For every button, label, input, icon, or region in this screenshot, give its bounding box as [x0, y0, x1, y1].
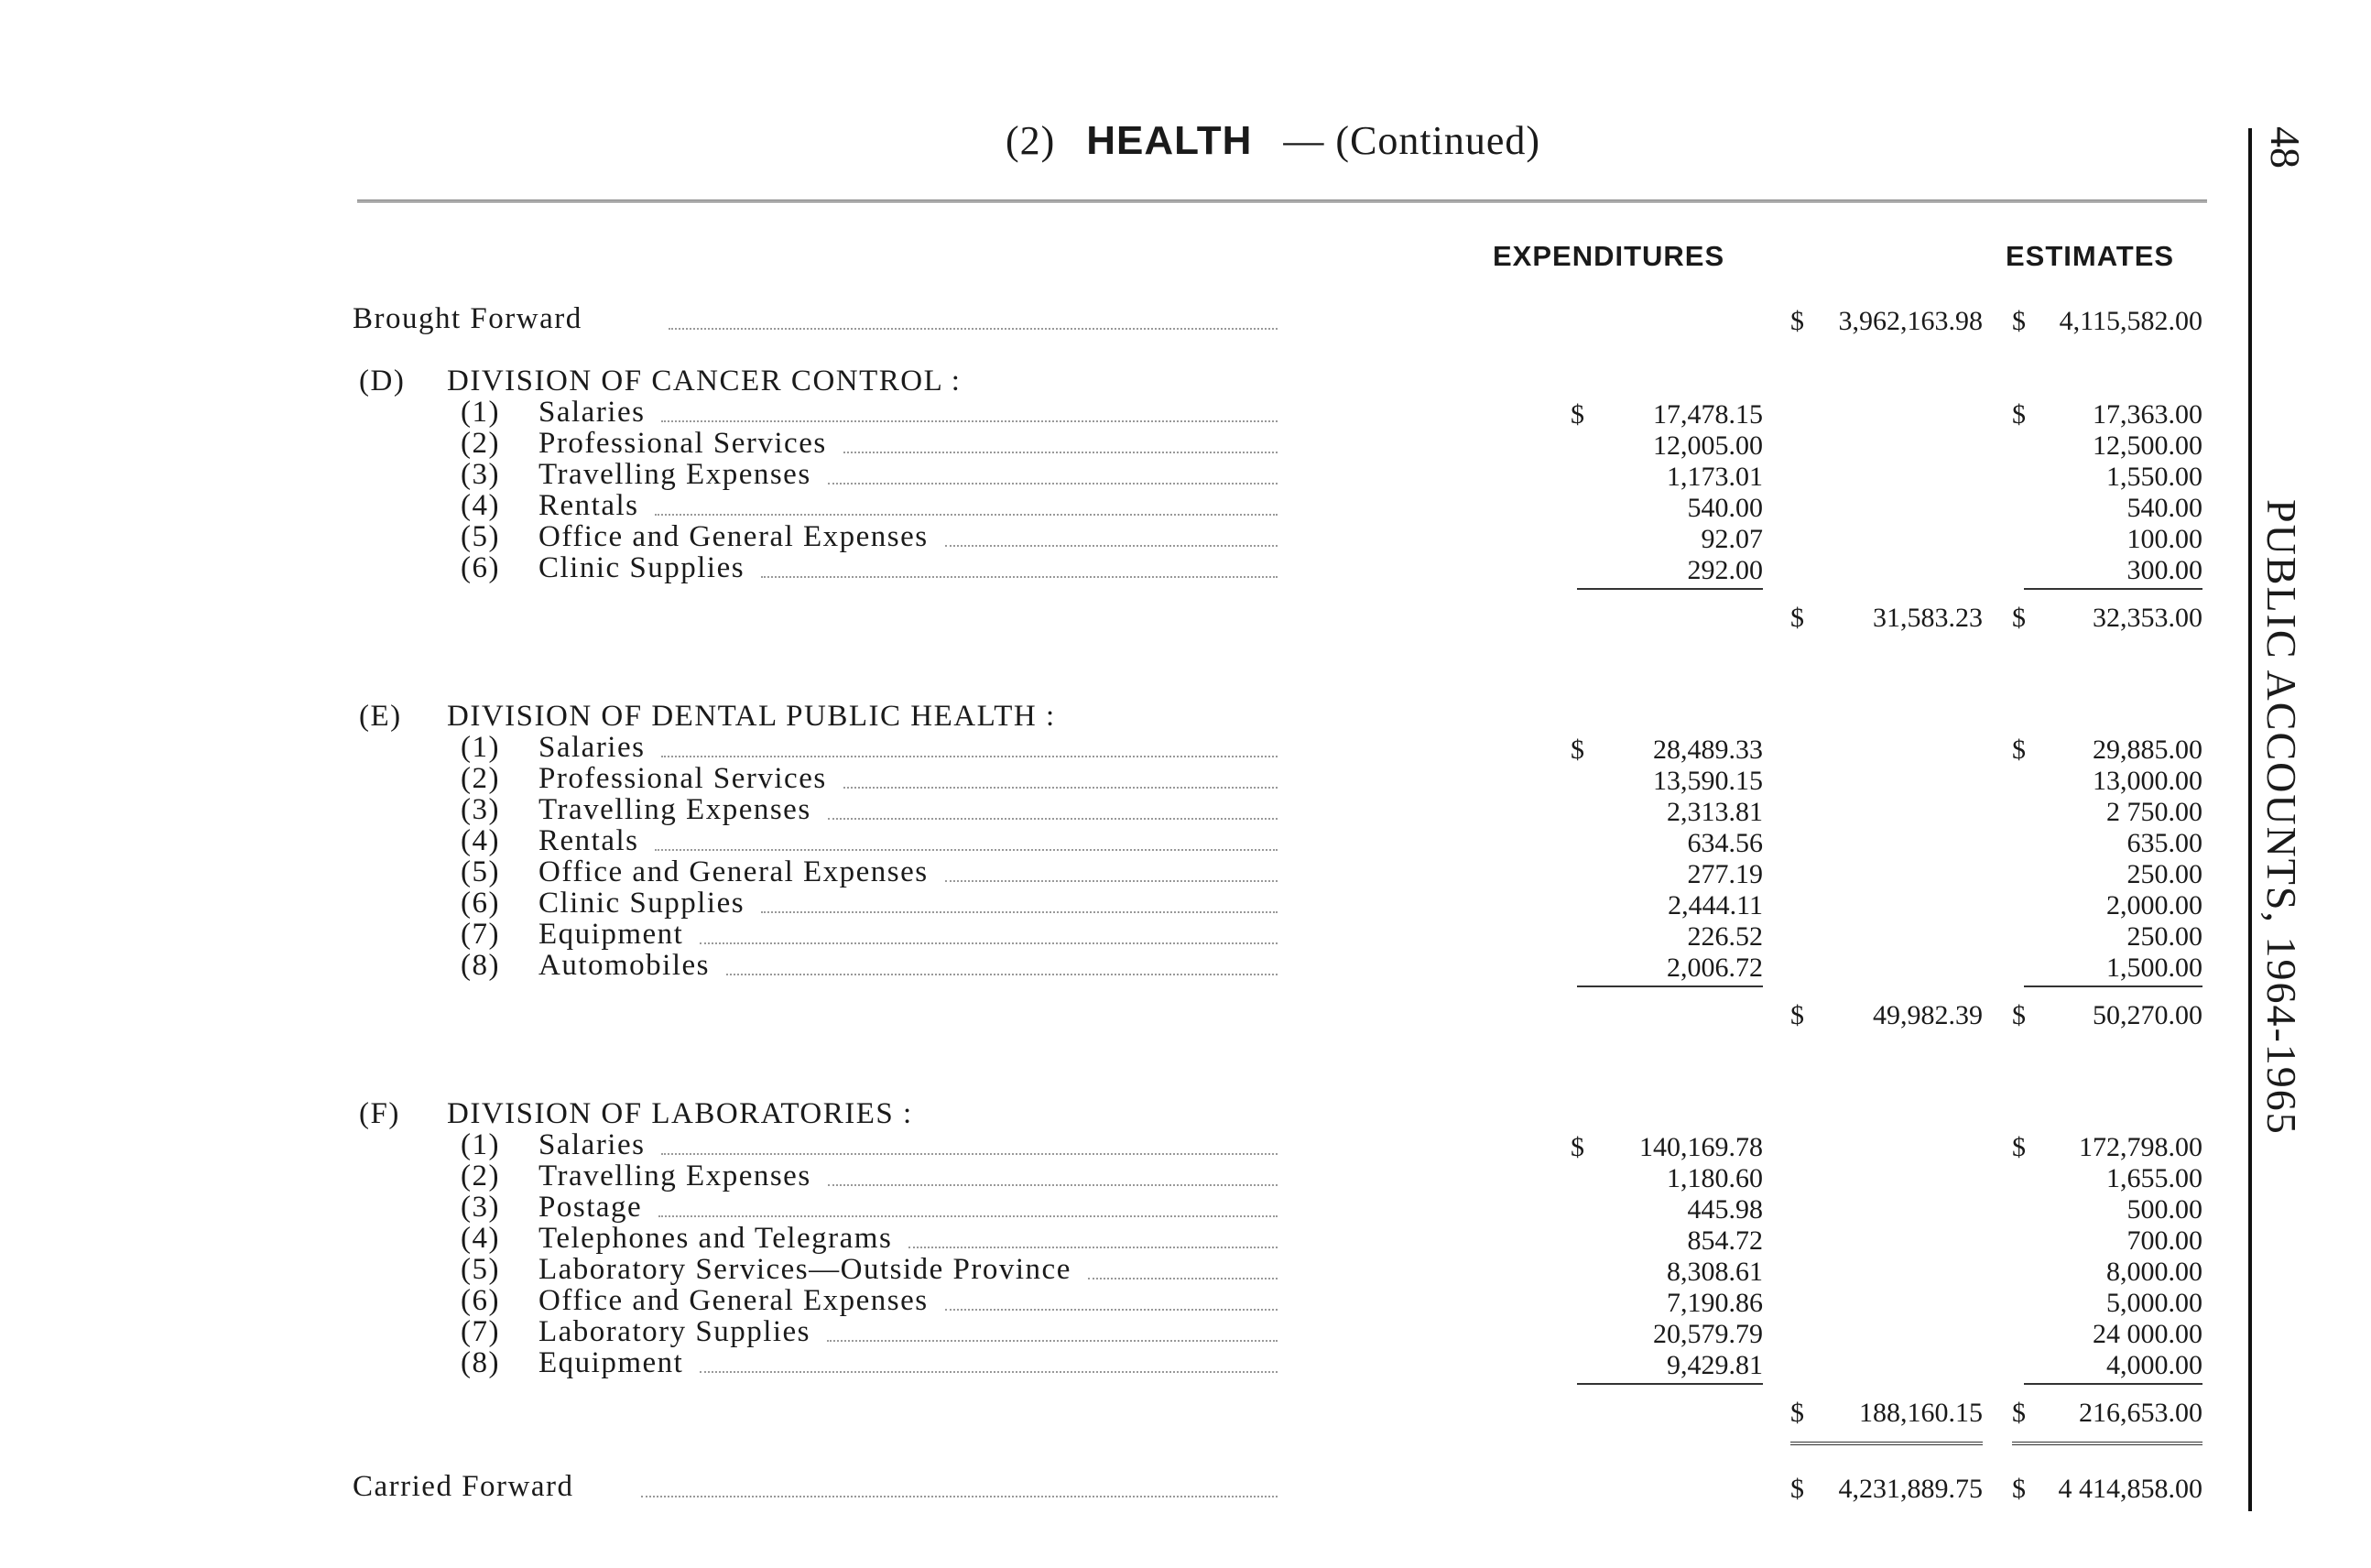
currency-sign: $ — [1571, 735, 1584, 765]
leader-dots — [700, 942, 1278, 944]
line-item-number: (2) — [461, 762, 500, 795]
division-title: DIVISION OF CANCER CONTROL : — [447, 365, 962, 397]
currency-sign: $ — [1790, 1398, 1804, 1428]
line-item-number: (3) — [461, 1191, 500, 1224]
currency-sign: $ — [2012, 1474, 2026, 1504]
expenditure-value: 140,169.78 — [1639, 1132, 1763, 1162]
leader-dots — [761, 911, 1278, 913]
currency-sign: $ — [1790, 1000, 1804, 1030]
leader-dots — [828, 818, 1278, 820]
expenditure-value: 12,005.00 — [1653, 430, 1763, 461]
line-item-label: Professional Services — [538, 762, 827, 795]
estimate-value: 1,655.00 — [2106, 1163, 2202, 1193]
expenditure-value: 17,478.15 — [1653, 399, 1763, 430]
expenditure-value: 277.19 — [1687, 859, 1763, 889]
line-item-number: (5) — [461, 855, 500, 888]
line-item-label: Postage — [538, 1191, 643, 1224]
division-total-estimate: 32,353.00 — [2093, 603, 2202, 633]
line-item-number: (4) — [461, 489, 500, 522]
expenditure-value: 854.72 — [1687, 1225, 1763, 1256]
header-rule — [357, 200, 2207, 202]
line-item-label: Travelling Expenses — [538, 793, 811, 826]
estimate-value: 300.00 — [2126, 555, 2202, 585]
carried-forward-estimates: 4 414,858.00 — [2058, 1474, 2202, 1504]
leader-dots — [658, 1215, 1278, 1217]
line-item-label: Rentals — [538, 824, 639, 857]
line-item-label: Equipment — [538, 1346, 684, 1379]
expenditure-value: 28,489.33 — [1653, 735, 1763, 765]
line-item-number: (7) — [461, 1315, 500, 1348]
line-item-number: (1) — [461, 731, 500, 764]
line-item-label: Travelling Expenses — [538, 1160, 811, 1192]
carried-forward-expenditures: 4,231,889.75 — [1838, 1474, 1983, 1504]
grand-total-rule — [2012, 1442, 2202, 1445]
line-item-number: (5) — [461, 1253, 500, 1286]
expenditure-value: 2,444.11 — [1668, 890, 1763, 920]
line-item-label: Travelling Expenses — [538, 458, 811, 491]
leader-dots — [1088, 1278, 1278, 1279]
line-item-label: Equipment — [538, 918, 684, 951]
expenditure-value: 13,590.15 — [1653, 766, 1763, 796]
expenditure-value: 2,313.81 — [1667, 797, 1763, 827]
expenditure-value: 445.98 — [1687, 1194, 1763, 1225]
subtotal-rule — [1577, 985, 1763, 987]
subtotal-rule — [2024, 1383, 2202, 1385]
leader-dots — [828, 483, 1278, 485]
currency-sign: $ — [1571, 399, 1584, 430]
line-item-label: Clinic Supplies — [538, 551, 745, 584]
currency-sign: $ — [1790, 306, 1804, 336]
expenditure-value: 540.00 — [1687, 493, 1763, 523]
leader-dots — [641, 1496, 1278, 1497]
leader-dots — [661, 420, 1278, 422]
subtotal-rule — [1577, 1383, 1763, 1385]
leader-dots — [945, 545, 1278, 547]
subtotal-rule — [2024, 985, 2202, 987]
line-item-label: Salaries — [538, 1128, 646, 1161]
line-item-number: (8) — [461, 1346, 500, 1379]
line-item-label: Laboratory Services—Outside Province — [538, 1253, 1071, 1286]
brought-forward-estimates: 4,115,582.00 — [2059, 306, 2202, 336]
expenditure-value: 20,579.79 — [1653, 1319, 1763, 1349]
running-title — [2202, 499, 2305, 1136]
expenditure-value: 226.52 — [1687, 921, 1763, 952]
currency-sign: $ — [2012, 1000, 2026, 1030]
estimate-value: 250.00 — [2126, 921, 2202, 952]
line-item-label: Laboratory Supplies — [538, 1315, 811, 1348]
line-item-label: Salaries — [538, 396, 646, 429]
leader-dots — [945, 880, 1278, 882]
line-item-number: (6) — [461, 1284, 500, 1317]
estimate-value: 12,500.00 — [2093, 430, 2202, 461]
currency-sign: $ — [2012, 603, 2026, 633]
currency-sign: $ — [2012, 1132, 2026, 1162]
page-title — [357, 117, 2189, 164]
line-item-number: (1) — [461, 1128, 500, 1161]
line-item-number: (1) — [461, 396, 500, 429]
expenditure-value: 292.00 — [1687, 555, 1763, 585]
line-item-label: Professional Services — [538, 427, 827, 460]
line-item-label: Rentals — [538, 489, 639, 522]
estimate-value: 500.00 — [2126, 1194, 2202, 1225]
line-item-label: Clinic Supplies — [538, 887, 745, 920]
estimate-value: 635.00 — [2126, 828, 2202, 858]
estimate-value: 17,363.00 — [2093, 399, 2202, 430]
expenditure-value: 634.56 — [1687, 828, 1763, 858]
leader-dots — [843, 452, 1278, 453]
currency-sign: $ — [2012, 399, 2026, 430]
estimate-value: 8,000.00 — [2106, 1257, 2202, 1287]
column-header-estimates: ESTIMATES — [2006, 240, 2175, 272]
currency-sign: $ — [1790, 603, 1804, 633]
leader-dots — [761, 576, 1278, 578]
title-dash: — — [1283, 118, 1325, 163]
division-total-estimate: 50,270.00 — [2093, 1000, 2202, 1030]
column-header-expenditures: EXPENDITURES — [1493, 240, 1725, 272]
estimate-value: 1,500.00 — [2106, 953, 2202, 983]
line-item-label: Salaries — [538, 731, 646, 764]
line-item-label: Telephones and Telegrams — [538, 1222, 893, 1255]
division-letter: (E) — [359, 700, 402, 733]
expenditure-value: 9,429.81 — [1667, 1350, 1763, 1380]
estimate-value: 4,000.00 — [2106, 1350, 2202, 1380]
subtotal-rule — [2024, 588, 2202, 590]
leader-dots — [726, 974, 1278, 975]
leader-dots — [655, 514, 1278, 516]
expenditure-value: 1,180.60 — [1667, 1163, 1763, 1193]
brought-forward-expenditures: 3,962,163.98 — [1838, 306, 1983, 336]
division-letter: (F) — [359, 1097, 400, 1130]
line-item-number: (5) — [461, 520, 500, 553]
leader-dots — [945, 1309, 1278, 1311]
leader-dots — [908, 1247, 1278, 1248]
carried-forward-label: Carried Forward — [353, 1470, 574, 1503]
division-title: DIVISION OF LABORATORIES : — [447, 1097, 913, 1130]
estimate-value: 1,550.00 — [2106, 462, 2202, 492]
line-item-number: (8) — [461, 949, 500, 982]
subtotal-rule — [1577, 588, 1763, 590]
estimate-value: 24 000.00 — [2093, 1319, 2202, 1349]
division-total-estimate: 216,653.00 — [2079, 1398, 2202, 1428]
leader-dots — [655, 849, 1278, 851]
currency-sign: $ — [1790, 1474, 1804, 1504]
running-title-text: PUBLIC ACCOUNTS, 1964-1965 — [2258, 499, 2305, 1136]
line-item-number: (6) — [461, 551, 500, 584]
leader-dots — [661, 756, 1278, 757]
line-item-label: Office and General Expenses — [538, 855, 929, 888]
line-item-number: (3) — [461, 458, 500, 491]
leader-dots — [669, 328, 1278, 330]
leader-dots — [827, 1340, 1278, 1342]
division-total-expenditure: 31,583.23 — [1873, 603, 1983, 633]
line-item-number: (4) — [461, 824, 500, 857]
title-continued: (Continued) — [1335, 118, 1541, 163]
currency-sign: $ — [2012, 735, 2026, 765]
expenditure-value: 7,190.86 — [1667, 1288, 1763, 1318]
title-number: (2) — [1005, 118, 1056, 163]
estimate-value: 540.00 — [2126, 493, 2202, 523]
division-total-expenditure: 188,160.15 — [1859, 1398, 1983, 1428]
page-number: 48 — [2262, 126, 2309, 169]
currency-sign: $ — [1571, 1132, 1584, 1162]
line-item-number: (2) — [461, 427, 500, 460]
expenditure-value: 8,308.61 — [1667, 1257, 1763, 1287]
title-main: HEALTH — [1086, 118, 1253, 163]
leader-dots — [843, 787, 1278, 789]
leader-dots — [661, 1153, 1278, 1155]
estimate-value: 250.00 — [2126, 859, 2202, 889]
leader-dots — [828, 1184, 1278, 1186]
expenditure-value: 92.07 — [1701, 524, 1763, 554]
expenditure-value: 2,006.72 — [1667, 953, 1763, 983]
estimate-value: 2 750.00 — [2106, 797, 2202, 827]
brought-forward-label: Brought Forward — [353, 302, 582, 335]
line-item-label: Automobiles — [538, 949, 710, 982]
line-item-number: (2) — [461, 1160, 500, 1192]
estimate-value: 29,885.00 — [2093, 735, 2202, 765]
line-item-label: Office and General Expenses — [538, 1284, 929, 1317]
currency-sign: $ — [2012, 306, 2026, 336]
division-letter: (D) — [359, 365, 406, 397]
estimate-value: 172,798.00 — [2079, 1132, 2202, 1162]
line-item-number: (7) — [461, 918, 500, 951]
expenditure-value: 1,173.01 — [1667, 462, 1763, 492]
leader-dots — [700, 1371, 1278, 1373]
estimate-value: 13,000.00 — [2093, 766, 2202, 796]
division-title: DIVISION OF DENTAL PUBLIC HEALTH : — [447, 700, 1056, 733]
grand-total-rule — [1790, 1442, 1983, 1445]
estimate-value: 5,000.00 — [2106, 1288, 2202, 1318]
line-item-number: (3) — [461, 793, 500, 826]
division-total-expenditure: 49,982.39 — [1873, 1000, 1983, 1030]
estimate-value: 700.00 — [2126, 1225, 2202, 1256]
line-item-label: Office and General Expenses — [538, 520, 929, 553]
currency-sign: $ — [2012, 1398, 2026, 1428]
estimate-value: 2,000.00 — [2106, 890, 2202, 920]
line-item-number: (6) — [461, 887, 500, 920]
estimate-value: 100.00 — [2126, 524, 2202, 554]
line-item-number: (4) — [461, 1222, 500, 1255]
